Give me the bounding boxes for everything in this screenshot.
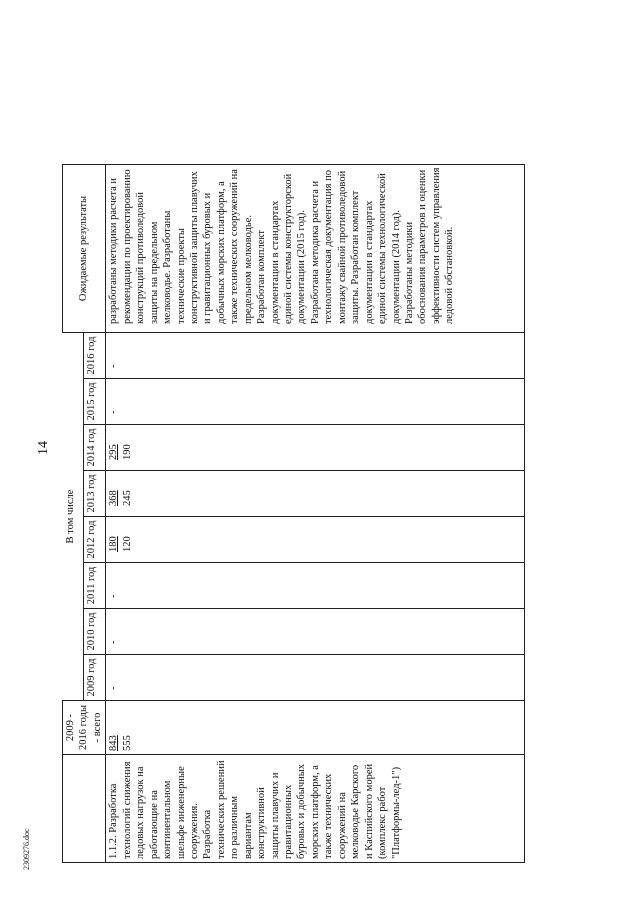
row-total [106,701,525,755]
value-2014: 295 190 [106,425,525,471]
header-year-2009: 2009 год [84,655,106,701]
header-year-2013: 2013 год [84,471,106,517]
value-2010: - [106,609,525,655]
value-2009: - [106,655,525,701]
row-description: 1.1.2. Разработка технологий снижения ледовых нагрузок на работающие на континентальном шельфе инженерные сооружения. Разработка технических решений по различным вариантам конструктивной защиты плавучих и гравитационных буровых и добычных морских платформ, а также технических сооружений на мелководье Карского и Каспийского морей (комплекс работ "Платформы-лед-1") [106,755,525,863]
table-row [106,165,525,863]
value-2012: 180 120 [106,517,525,563]
row-expected-results: разработаны методики расчета и рекомендации по проектированию конструкций противоледовой защиты на предельном мелководье. Разработаны технические проекты конструктивной защиты плавучих и гравитационных буровых и добычных морских платформ, а также технических сооружений на предельном мелководье. Разработан комплект документации в стандартах единой системы конструкторской документации (2015 год). Разработана методика расчета и технологическая документация по монтажу свайной противоледовой защиты. Разработан комплект документации в стандартах единой системы технологической документации (2014 год). Разработаны методики обоснования параметров и оценки эффективности систем управления ледовой обстановкой. [106,165,525,333]
header-description [63,755,106,863]
value-2016: - [106,333,525,379]
total-top-value: 843 [108,735,120,751]
header-total: 2009 - 2016 годы - всего [63,701,106,755]
header-in-that-number: В том числе [63,471,84,563]
footer-code: 2309276.doc [22,828,31,870]
header-year-2012: 2012 год [84,517,106,563]
header-expected-results: Ожидаемые результаты [63,165,106,333]
value-2013: 368 245 [106,471,525,517]
value-2011: - [106,563,525,609]
header-year-2016: 2016 год [84,333,106,379]
total-bottom-value: 555 [121,735,133,751]
program-table [62,164,525,863]
page-number: 14 [36,441,51,455]
header-year-2010: 2010 год [84,609,106,655]
header-year-2011: 2011 год [84,563,106,609]
header-year-2014: 2014 год [84,425,106,471]
value-2015: - [106,379,525,425]
header-year-2015: 2015 год [84,379,106,425]
